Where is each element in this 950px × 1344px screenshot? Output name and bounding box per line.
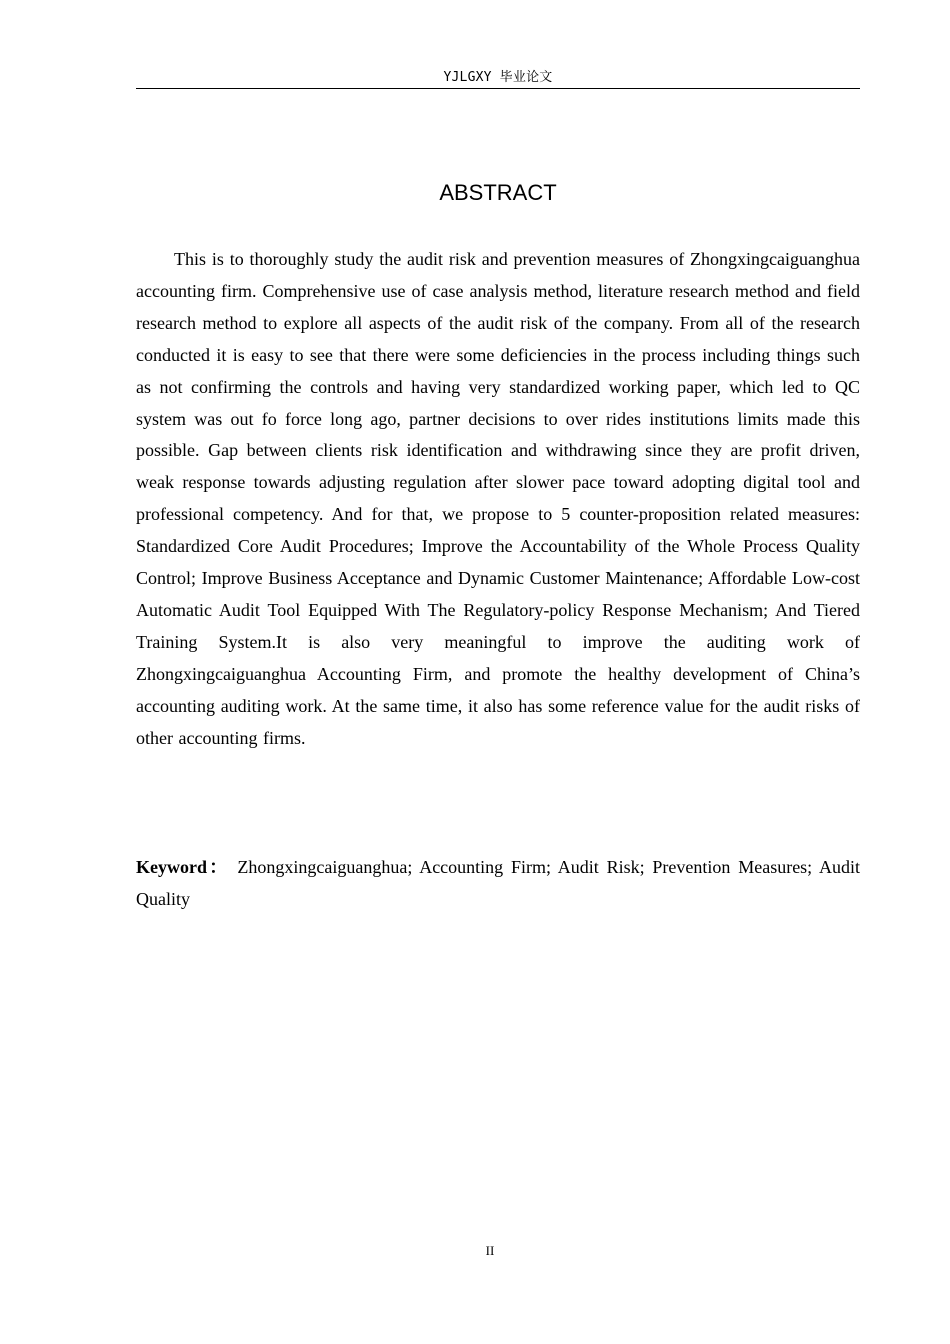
keyword-list: Zhongxingcaiguanghua; Accounting Firm; Audit Risk; Prevention Measures; Audit Quality: [136, 857, 860, 909]
header-text: YJLGXY 毕业论文: [443, 70, 553, 85]
page-number: II: [485, 1243, 495, 1258]
abstract-title: ABSTRACT: [439, 180, 557, 205]
keyword-label: Keyword：: [136, 857, 230, 877]
keyword-block: [136, 851, 860, 915]
page-header: [136, 68, 860, 89]
abstract-body: This is to thoroughly study the audit risk and prevention measures of Zhongxingcaiguanghua accounting firm. Comprehensive use of case analysis method, literature research method and field research method to explore all aspects of the audit risk of the company. From all of the research conducted it is easy to see that there were some deficiencies in the process including things such as not confirming the controls and having very standardized working paper, which led to QC system was out fo force long ago, partner decisions to over rides institutions limits made this possible. Gap between clients risk identification and withdrawing since they are profit driven, weak response towards adjusting regulation after slower pace toward adopting digital tool and professional competency. And for that, we propose to 5 counter-proposition related measures: Standardized Core Audit Procedures; Improve the Accountability of the Whole Process Quality Control; Improve Business Acceptance and Dynamic Customer Maintenance; Affordable Low-cost Automatic Audit Tool Equipped With The Regulatory-policy Response Mechanism; And Tiered Training System.It is also very meaningful to improve the auditing work of Zhongxingcaiguanghua Accounting Firm, and promote the healthy development of China’s accounting auditing work. At the same time, it also has some reference value for the audit risks of other accounting firms.: [136, 249, 860, 748]
